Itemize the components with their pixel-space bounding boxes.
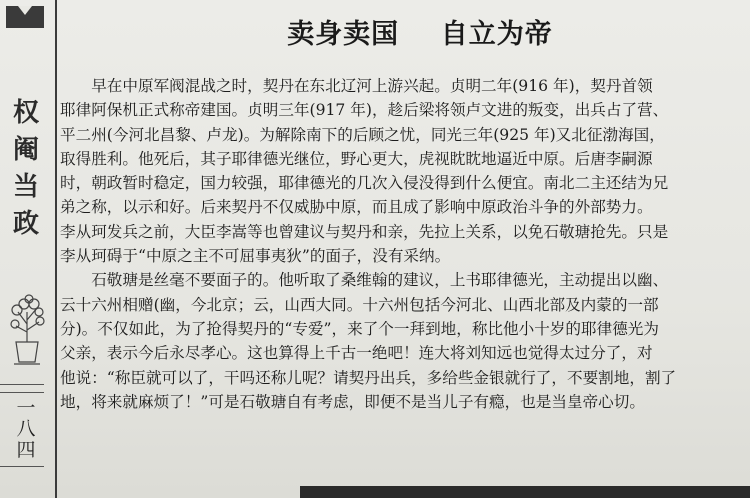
- text-line: 李从珂碍于“中原之主不可屈事夷狄”的面子，没有采纳。: [60, 247, 451, 266]
- body-text: [60, 74, 746, 414]
- potted-plant-icon: [4, 282, 50, 372]
- running-title-char: 政: [12, 209, 39, 239]
- page-number-char: 一: [16, 397, 36, 419]
- page-number-char: 四: [16, 439, 36, 461]
- running-title-char: 当: [12, 172, 39, 202]
- page-number: [6, 398, 46, 461]
- running-title-char: 权: [12, 98, 39, 128]
- text-line: 取得胜利。他死后，其子耶律德光继位，野心更大，虎视眈眈地逼近中原。后唐李嗣源: [60, 149, 653, 168]
- bookmark-ribbon-icon: [6, 6, 44, 28]
- section-heading: 卖身卖国 自立为帝: [287, 19, 553, 50]
- margin-sidebar: [0, 0, 57, 498]
- text-line: 云十六州相赠(幽，今北京；云，山西大同。十六州包括今河北、山西北部及内蒙的一部: [60, 295, 659, 314]
- text-line: 时，朝政暂时稳定，国力较强，耶律德光的几次入侵没得到什么便宜。南北二主还结为兄: [60, 174, 669, 193]
- text-line: 他说：“称臣就可以了，干吗还称儿呢？请契丹出兵，多给些金银就行了，不要割地，割了: [60, 368, 677, 387]
- running-title: [11, 95, 41, 243]
- text-line: 父亲，表示今后永尽孝心。这也算得上千古一绝吧！连大将刘知远也觉得太过分了，对: [60, 344, 653, 363]
- divider: [0, 392, 44, 393]
- text-line: 地，将来就麻烦了！”可是石敬瑭自有考虑，即便不是当儿子有瘾，也是当皇帝心切。: [60, 392, 645, 411]
- page-number-char: 八: [16, 418, 36, 440]
- divider: [0, 384, 44, 385]
- text-line: 平二州(今河北昌黎、卢龙)。为解除南下的后顾之忧，同光三年(925 年)又北征渤海国，: [60, 125, 665, 144]
- text-line: 石敬瑭是丝毫不要面子的。他听取了桑维翰的建议，上书耶律德光，主动提出以幽、: [60, 271, 669, 290]
- running-title-char: 阉: [12, 135, 39, 165]
- divider: [0, 466, 44, 467]
- text-line: 耶律阿保机正式称帝建国。贞明三年(917 年)，趁后梁将领卢文进的叛变，出兵占了营、: [60, 101, 669, 120]
- text-line: 李从珂发兵之前，大臣李嵩等也曾建议与契丹和亲，先拉上关系，以免石敬瑭抢先。只是: [60, 222, 669, 241]
- text-line: 弟之称，以示和好。后来契丹不仅威胁中原，而且成了影响中原政治斗争的外部势力。: [60, 198, 653, 217]
- text-line: 早在中原军阀混战之时，契丹在东北辽河上游兴起。贞明二年(916 年)，契丹首领: [60, 77, 653, 95]
- bottom-edge-shadow: [300, 486, 750, 498]
- text-line: 分)。不仅如此，为了抢得契丹的“专爱”，来了个一拜到地，称比他小十岁的耶律德光为: [60, 319, 659, 338]
